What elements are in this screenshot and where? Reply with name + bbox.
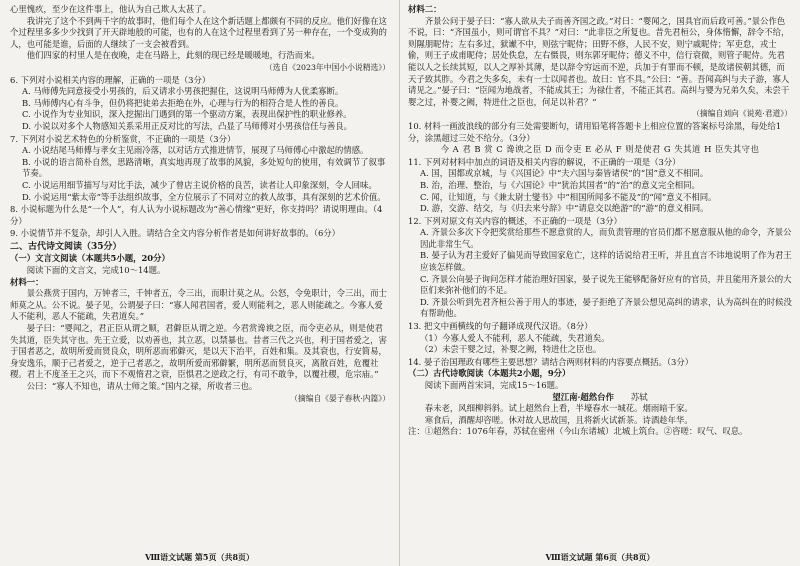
question-8: 8. 小说标题为什么是“一个人”，有人认为小说标题改为“善心情缘”更好，你支持吗？请说明理由。（4分）: [10, 204, 383, 226]
question-11-option: A. 国，国都或京城，与《兴国论》中“夫六国与秦皆诸侯”的“国”意义不相同。: [420, 168, 709, 179]
question-7-stem: 7. 下列对小说艺术特色的分析鉴赏，不正确的一项是（3分）: [10, 133, 236, 144]
material-label: 材料一：: [10, 276, 44, 287]
poem-author: 苏轼: [630, 391, 648, 402]
question-10: 10. 材料一画波浪线的部分有三处需要断句，请用铅笔将答题卡上相应位置的答案标号涂黑，每处给1分，涂黑超过三处不给分。（3分）: [408, 120, 782, 143]
subsection-heading: （二）古代诗歌阅读（本题共2小题，9分）: [408, 368, 571, 379]
question-11-option: D. 游，交游、结交，与《归去来兮辞》中“请息交以绝游”的“游”的意义相同。: [420, 203, 709, 214]
poem-line: 寒食后，酒醒却咨嗟。休对故人思故国，且将新火试新茶。诗酒趁年华。: [424, 414, 693, 425]
material-2-para: 齐景公问于晏子曰：“寡人欲从夫子而善齐国之政。”对曰：“婴闻之，国具官而后政可善。”景公作色不说，曰：“齐国虽小，则可谓官不具？”对曰：“此非臣之所复也。昔先君桓公，身体惰懈，辞令不给，则隰朋昵侍；左右多过，狱谳不中，则弦宁昵侍；田野不修，人民不安，则宁戚昵侍；军吏怠，戎士偷，则王子成甫昵侍；居处佚怠，左右慑畏，则东郭牙昵侍；德义不中，信行衰微，则管子昵侍。先君能以人之长续其短，以人之厚补其薄，是以辞令穷远而不逆，兵加于有罪而不顿，是故诸侯朝其德，而天子致其胙。今君之失多矣，未有一士以闻者也。故曰：官不具。”公曰：“善。吾闻高纠与夫子游，寡人请见之。”晏子曰：“臣闻为地战者，不能成其王；为禄仕者，不能正其君。高纠与婴为兄弟久矣，未尝干婴之过，补婴之阙，特进仕之臣也，何足以补君？”: [408, 15, 790, 107]
question-13-item: （2）未尝干婴之过，补婴之阙，特进仕之臣也。: [420, 344, 602, 355]
question-7-option: A. 小说结尾马师傅与孝女主见雨冷落，以对话方式推进情节，展现了马师傅心中激起的情感。: [22, 145, 369, 156]
question-11-stem: 11. 下列对材料中加点的词语及相关内容的解说，不正确的一项是（3分）: [408, 156, 681, 167]
page-divider: [399, 0, 400, 566]
subsection-intro: 阅读下面两首宋词，完成15～16题。: [424, 380, 564, 390]
poem-title: 望江南·超然台作: [552, 391, 614, 402]
question-12-option: B. 晏子认为君主爱好了偏见而导致国家危亡，这样的话说给君王听，并且直言不讳地说明了作为君王应该怎样做。: [420, 250, 792, 273]
material-1-para: 公曰：“寡人不知也，请从士师之策。”国内之禄，所收者三也。: [26, 381, 258, 391]
material-1-para: 景公燕赏于国内，万钟者三，千钟者五，令三出，而职计莫之从。公怒，令免职计，令三出，而士师莫之从。公不说。晏子见，公谓晏子曰：“寡人闻君国者，爱人则能利之，恶人则能疏之。今寡人爱人不能利，恶人不能疏，失君道矣。”: [10, 288, 387, 322]
question-12-option: A. 齐景公多次下令把奖赏给那些不愿意赏的人，而负责管理的官员们都不愿意服从他的命令，齐景公因此非常生气。: [420, 227, 792, 249]
poem-line: 春未老，风细柳斜斜。试上超然台上看，半壕春水一城花。烟雨暗千家。: [424, 403, 693, 414]
subsection-intro: 阅读下面的文言文，完成10～14题。: [26, 265, 166, 276]
question-14: 14. 晏子治国理政有哪些主要思想？请结合两则材料的内容要点概括。（3分）: [408, 356, 694, 367]
question-12-stem: 12. 下列对原文有关内容的概述，不正确的一项是（3分）: [408, 215, 622, 226]
right-page: [408, 4, 792, 562]
question-13-stem: 13. 把文中画横线的句子翻译成现代汉语。（8分）: [408, 321, 593, 332]
subsection-heading: （一）文言文阅读（本题共5小题，20分）: [10, 253, 170, 264]
question-7-option: B. 小说的语言简朴自然，思路清晰，真实地再现了故事的风貌，多处短句的使用，有效调节了叙事节奏。: [22, 156, 386, 179]
story-para: 心里愧疚，至少在这件事上，他认为自己欺人太甚了。: [10, 4, 211, 14]
question-6-option: D. 小说以对多个人物感知关系采用正反对比的写法，凸显了马师傅对小男孩信任与善良。: [22, 120, 352, 131]
question-13-item: （1）今寡人爱人不能利，恶人不能疏，失君道矣。: [420, 332, 610, 343]
question-7-option: D. 小说运用“紫太帝”等手法组织故事，全方位展示了不同对立的救人故事，具有深刻的艺术价值。: [22, 191, 386, 202]
poem-title-line: [408, 392, 792, 404]
material-1-para: 晏子曰：“婴闻之，君正臣从谓之顺，君僻臣从谓之逆。今君赏谗谀之臣，而令吏必从，则是使君失其道，臣失其守也。先王立爱，以劝善也，其立恶，以禁暴也。昔者三代之兴也，利于国者爱之，害于国者恶之，故明所爱而贤良众，明所恶而邪僻灭，是以天下治平，百姓和集。及其衰也，行安简易，身安逸乐，顺于己者爱之，逆于己者恶之，故明所爱而邪僻繁，明所恶而贤良灭，离散百姓，危覆社稷。君上不度圣王之兴，而下不观惰君之衰，臣惧君之逆政之行，有司不敢争，以覆社稷，危宗庙。”: [10, 323, 387, 380]
question-6-option: A. 马师傅先同意接受小男孩的，后又请求小男孩把握住，这说明马师傅为人优柔寡断。: [22, 86, 344, 97]
material-2-source: （摘编自刘向《说苑·君道》）: [692, 109, 792, 119]
question-12-option: C. 齐景公向晏子询问怎样才能治理好国家，晏子说先王能够配备好应有的官员，并且能用齐景公的大臣们来弥补他们的不足。: [420, 273, 792, 296]
material-label: 材料二：: [408, 4, 442, 14]
story-source: （选自《2023年中国小小说精选》）: [264, 62, 390, 72]
story-para: 他们四家的村里人是在夜晚，走在马路上，此刻的现已经是暖暖地，行浩而来。: [26, 50, 320, 61]
question-7-option: C. 小说运用细节描写与对比手法，减少了曾店主说价格的良苦，读者让人印象深刻，令人回味。: [22, 179, 377, 190]
question-6-stem: 6. 下列对小说相关内容的理解，正确的一项是（3分）: [10, 74, 211, 85]
question-6-option: B. 马师傅内心有斗争，但仍将把徒弟去拒绝在外，心理与行为的相符合是人性的善良。: [22, 97, 344, 108]
material-1-source: （摘编自《晏子春秋·内篇》）: [290, 393, 390, 403]
question-10-sentence: 今 A 君 B 赏 C 谗谀之臣 D 而令吏 E 必从 F 则是使君 G 失其道 H 臣失其守也: [440, 144, 760, 155]
section-heading: 二、古代诗文阅读（35分）: [10, 241, 122, 252]
left-page: [10, 4, 390, 562]
question-11-option: C. 闻，让知道，与《兼太尉士燮书》中“相国所闻多不能及”的“闻”意义不相同。: [420, 191, 717, 202]
question-6-option: C. 小说作为专业知识，深入挖掘出门遇到的第一个驱动方案，表现出保护性的职业修养。: [22, 109, 352, 120]
poem-note: 注：①超然台：1076年春，苏轼在密州（今山东诸城）北城上筑台。②咨嗟：叹气、叹息。: [408, 426, 748, 437]
question-11-option: B. 治，治理、整治，与《六国论》中“犹治其国者”的“治”的意义完全相同。: [420, 179, 700, 190]
question-9: 9. 小说情节并不复杂，却引人入胜。请结合全文内容分析作者是如何讲好故事的。（6分）: [10, 228, 341, 239]
page-footer-left: Ⅷ语文试题 第5页（共8页）: [144, 552, 255, 562]
page-footer-right: Ⅷ语文试题 第6页（共8页）: [545, 552, 655, 562]
question-12-option: D. 齐景公听到先君齐桓公善于用人的事迹，晏子拒绝了齐景公想见高纠的请求，认为高纠在的时候没有帮助他。: [420, 296, 792, 319]
story-para: 我讲完了这个不到两千字的故事时，他们每个人在这个新话题上都颇有不同的反应。他们好像在这个过程里多多少少找到了开天辟地般的可能，也有的人在这个过程里看到了另一种存在，一个变成狗的人，也可能是谁，后面的人继续了一支会被看到。: [10, 15, 387, 49]
